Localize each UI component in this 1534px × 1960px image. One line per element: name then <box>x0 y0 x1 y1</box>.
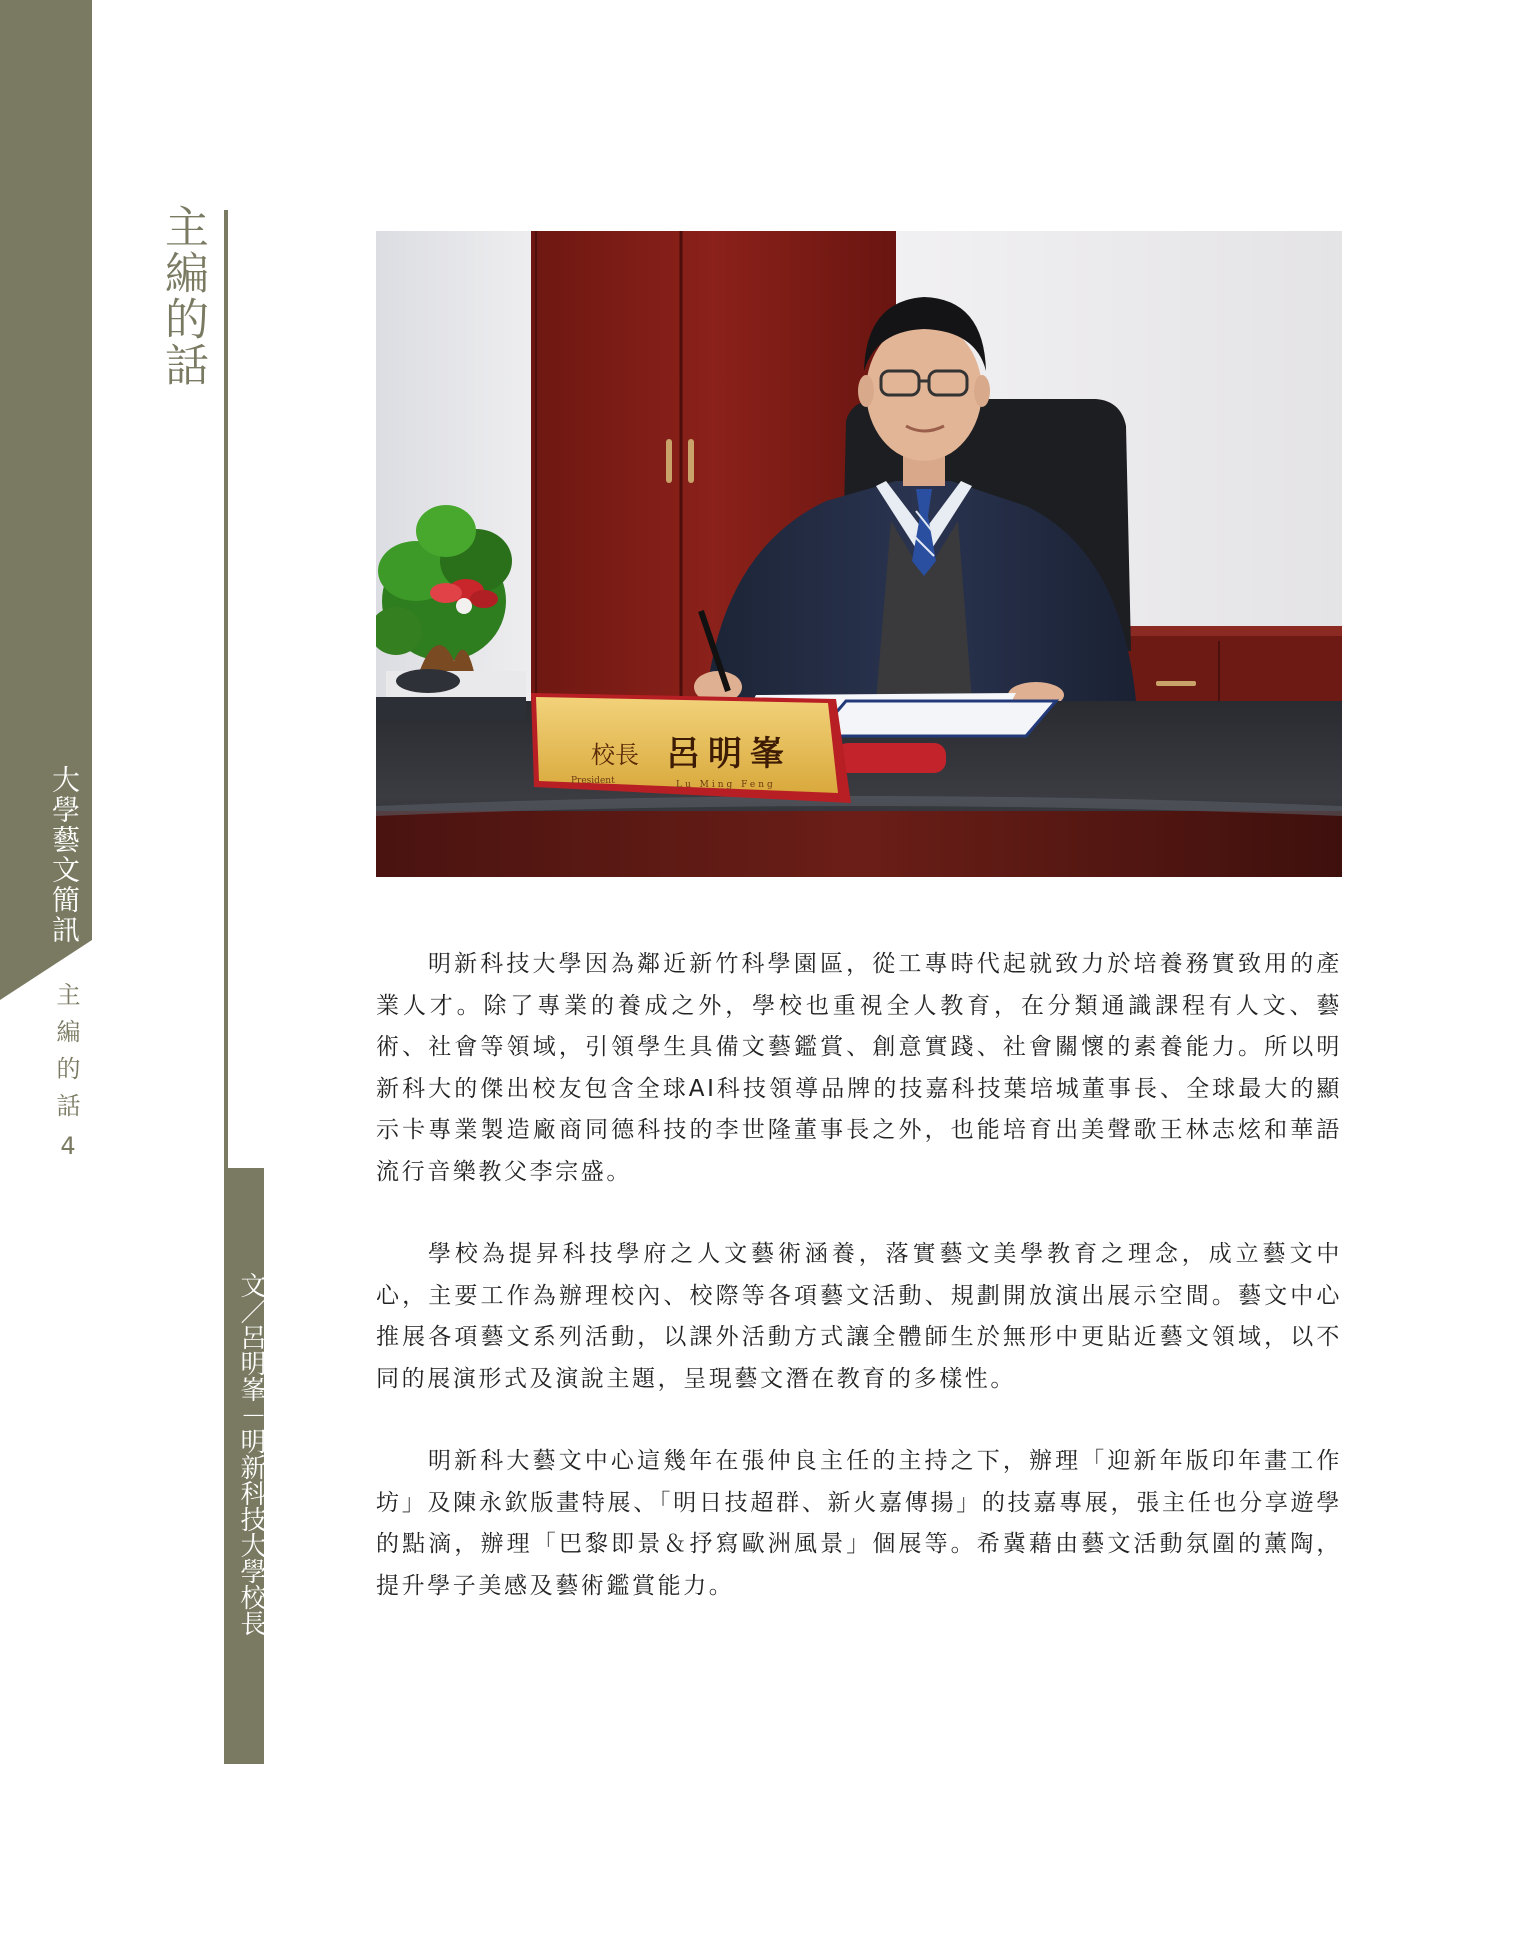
article-paragraph: 明新科技大學因為鄰近新竹科學園區，從工專時代起就致力於培養務實致用的產業人才。除了專業的養成之外，學校也重視全人教育，在分類通識課程有人文、藝術、社會等領域，引領學生具備文藝鑑賞、創意實踐、社會關懷的素養能力。所以明新科大的傑出校友包含全球AI科技領導品牌的技嘉科技葉培城董事長、全球最大的顯示卡專業製造廠商同德科技的李世隆董事長之外，也能培育出美聲歌王林志炫和華語流行音樂教父李宗盛。 <box>376 951 1342 1185</box>
nameplate-title-en: President <box>571 776 615 786</box>
article-body <box>376 944 1342 1648</box>
photo-illustration <box>376 231 1342 877</box>
vertical-rule <box>224 210 228 1170</box>
nameplate-name-en: Lu Ming Feng <box>676 780 776 790</box>
author-byline: 文／呂明峯－明新科技大學校長 <box>236 1272 266 1636</box>
nameplate-title: 校長 <box>591 741 639 769</box>
nameplate-name: 呂明峯 <box>666 734 792 774</box>
section-marker: 主編的話 <box>52 982 80 1130</box>
president-photo <box>376 231 1342 877</box>
article-paragraph: 學校為提昇科技學府之人文藝術涵養，落實藝文美學教育之理念，成立藝文中心，主要工作為辦理校內、校際等各項藝文活動、規劃開放演出展示空間。藝文中心推展各項藝文系列活動，以課外活動方式讓全體師生於無形中更貼近藝文領域，以不同的展演形式及演說主題，呈現藝文潛在教育的多樣性。 <box>376 1241 1342 1392</box>
publication-name: 大學藝文簡訊 <box>48 765 81 945</box>
author-bar <box>224 1168 264 1764</box>
page-title: 主編的話 <box>157 204 208 388</box>
article-paragraph: 明新科大藝文中心這幾年在張仲良主任的主持之下，辦理「迎新年版印年畫工作坊」及陳永欽版畫特展、「明日技超群、新火嘉傳揚」的技嘉專展，張主任也分享遊學的點滴，辦理「巴黎即景＆抒寫歐洲風景」個展等。希冀藉由藝文活動氛圍的薰陶，提升學子美感及藝術鑑賞能力。 <box>376 1448 1342 1599</box>
page-number: 4 <box>60 1132 76 1160</box>
